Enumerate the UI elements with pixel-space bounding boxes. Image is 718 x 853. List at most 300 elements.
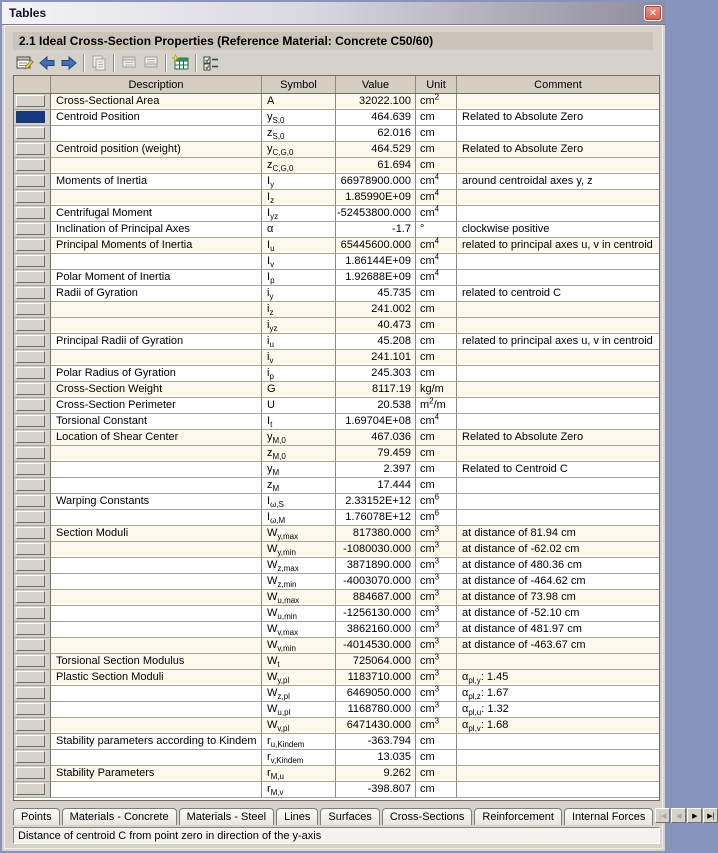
row-selector-button[interactable]	[16, 479, 45, 491]
row-comment[interactable]	[457, 158, 659, 174]
row-comment[interactable]	[457, 382, 659, 398]
table-properties-button[interactable]	[14, 53, 36, 73]
row-value[interactable]: -4014530.000	[336, 638, 416, 654]
row-unit[interactable]: cm	[416, 110, 457, 126]
row-comment[interactable]	[457, 126, 659, 142]
row-selector[interactable]	[14, 670, 51, 686]
row-unit[interactable]: $cm^2$	[416, 94, 457, 110]
row-description[interactable]: Cross-Section Weight	[51, 382, 262, 398]
row-selector[interactable]	[14, 174, 51, 190]
row-description[interactable]	[51, 350, 262, 366]
row-description[interactable]: Centrifugal Moment	[51, 206, 262, 222]
row-value[interactable]: 1183710.000	[336, 670, 416, 686]
row-symbol[interactable]: $y_M$	[262, 462, 336, 478]
row-description[interactable]: Cross-Sectional Area	[51, 94, 262, 110]
row-comment[interactable]	[457, 254, 659, 270]
row-selector-button[interactable]	[16, 527, 45, 539]
row-selector-button[interactable]	[16, 175, 45, 187]
tab-cross-sections[interactable]: Cross-Sections	[382, 808, 473, 825]
row-description[interactable]: Torsional Constant	[51, 414, 262, 430]
row-comment[interactable]	[457, 446, 659, 462]
row-comment[interactable]	[457, 414, 659, 430]
row-unit[interactable]: $cm^6$	[416, 510, 457, 526]
row-unit[interactable]: $cm^3$	[416, 638, 457, 654]
row-selector[interactable]	[14, 750, 51, 766]
row-value[interactable]: 13.035	[336, 750, 416, 766]
row-description[interactable]	[51, 686, 262, 702]
row-comment[interactable]: at distance of 480.36 cm	[457, 558, 659, 574]
row-selector-button[interactable]	[16, 351, 45, 363]
row-unit[interactable]: $cm^3$	[416, 542, 457, 558]
row-description[interactable]	[51, 606, 262, 622]
first-table-button[interactable]: |◀	[655, 808, 670, 823]
row-selector-button[interactable]	[16, 399, 45, 411]
row-selector[interactable]	[14, 270, 51, 286]
row-selector-button[interactable]	[16, 575, 45, 587]
row-comment[interactable]: at distance of -464.62 cm	[457, 574, 659, 590]
row-selector-button[interactable]	[16, 751, 45, 763]
row-comment[interactable]: $\alpha_{pl,y}$: 1.45	[457, 670, 659, 686]
row-symbol[interactable]: $W_{z,min}$	[262, 574, 336, 590]
row-symbol[interactable]: $i_p$	[262, 366, 336, 382]
row-value[interactable]: 1.69704E+08	[336, 414, 416, 430]
row-unit[interactable]: $cm^4$	[416, 190, 457, 206]
row-symbol[interactable]: $W_{y,max}$	[262, 526, 336, 542]
row-comment[interactable]: $\alpha_{pl,z}$: 1.67	[457, 686, 659, 702]
row-unit[interactable]: $cm^4$	[416, 238, 457, 254]
row-value[interactable]: -1080030.000	[336, 542, 416, 558]
row-value[interactable]: 725064.000	[336, 654, 416, 670]
row-comment[interactable]	[457, 750, 659, 766]
row-description[interactable]: Section Moduli	[51, 526, 262, 542]
row-selector-button[interactable]	[16, 671, 45, 683]
row-selector-button[interactable]	[16, 287, 45, 299]
row-selector-button[interactable]	[16, 431, 45, 443]
row-symbol[interactable]: $I_v$	[262, 254, 336, 270]
row-symbol[interactable]: $z_{S,0}$	[262, 126, 336, 142]
row-value[interactable]: 6471430.000	[336, 718, 416, 734]
row-symbol[interactable]: $W_{v,pl}$	[262, 718, 336, 734]
row-description[interactable]	[51, 478, 262, 494]
row-selector[interactable]	[14, 350, 51, 366]
row-page-down-button[interactable]	[140, 53, 162, 73]
row-description[interactable]	[51, 318, 262, 334]
row-symbol[interactable]: $r_{M,v}$	[262, 782, 336, 798]
row-unit[interactable]: cm	[416, 734, 457, 750]
row-selector[interactable]	[14, 494, 51, 510]
row-selector-button[interactable]	[16, 495, 45, 507]
row-comment[interactable]: at distance of 481.97 cm	[457, 622, 659, 638]
row-value[interactable]: 9.262	[336, 766, 416, 782]
row-symbol[interactable]: $W_{u,min}$	[262, 606, 336, 622]
row-value[interactable]: 3871890.000	[336, 558, 416, 574]
row-unit[interactable]: cm	[416, 750, 457, 766]
copy-button[interactable]	[88, 53, 110, 73]
row-symbol[interactable]: $W_{z,max}$	[262, 558, 336, 574]
row-selector-button[interactable]	[16, 591, 45, 603]
row-selector-button[interactable]	[16, 271, 45, 283]
row-comment[interactable]: Related to Absolute Zero	[457, 110, 659, 126]
row-symbol[interactable]: $r_{v,Kindem}$	[262, 750, 336, 766]
row-comment[interactable]: $\alpha_{pl,v}$: 1.68	[457, 718, 659, 734]
row-description[interactable]	[51, 558, 262, 574]
row-selector-button[interactable]	[16, 95, 45, 107]
row-unit[interactable]: $cm^3$	[416, 654, 457, 670]
row-description[interactable]	[51, 462, 262, 478]
row-comment[interactable]	[457, 190, 659, 206]
row-symbol[interactable]: $i_{yz}$	[262, 318, 336, 334]
row-selector[interactable]	[14, 206, 51, 222]
row-value[interactable]: 8117.19	[336, 382, 416, 398]
row-description[interactable]	[51, 622, 262, 638]
row-symbol[interactable]: $I_z$	[262, 190, 336, 206]
row-description[interactable]	[51, 542, 262, 558]
row-description[interactable]	[51, 302, 262, 318]
row-description[interactable]: Inclination of Principal Axes	[51, 222, 262, 238]
row-selector[interactable]	[14, 158, 51, 174]
row-unit[interactable]: $cm^4$	[416, 174, 457, 190]
row-symbol[interactable]: U	[262, 398, 336, 414]
row-selector-button[interactable]	[16, 783, 45, 795]
row-symbol[interactable]: $y_{M,0}$	[262, 430, 336, 446]
close-button[interactable]	[644, 5, 662, 21]
row-description[interactable]: Plastic Section Moduli	[51, 670, 262, 686]
row-comment[interactable]: around centroidal axes y, z	[457, 174, 659, 190]
row-selector[interactable]	[14, 542, 51, 558]
row-selector[interactable]	[14, 462, 51, 478]
row-selector[interactable]	[14, 334, 51, 350]
row-value[interactable]: 245.303	[336, 366, 416, 382]
row-symbol[interactable]: $I_t$	[262, 414, 336, 430]
row-selector-button[interactable]	[16, 367, 45, 379]
row-value[interactable]: 79.459	[336, 446, 416, 462]
row-description[interactable]	[51, 574, 262, 590]
row-selector[interactable]	[14, 558, 51, 574]
row-comment[interactable]: at distance of -52.10 cm	[457, 606, 659, 622]
row-selector-button[interactable]	[16, 767, 45, 779]
row-description[interactable]	[51, 718, 262, 734]
row-selector-button[interactable]	[16, 703, 45, 715]
row-comment[interactable]: $\alpha_{pl,u}$: 1.32	[457, 702, 659, 718]
row-value[interactable]: 45.208	[336, 334, 416, 350]
row-unit[interactable]: cm	[416, 766, 457, 782]
row-selector-button[interactable]	[16, 607, 45, 619]
row-value[interactable]: 884687.000	[336, 590, 416, 606]
row-description[interactable]: Radii of Gyration	[51, 286, 262, 302]
row-value[interactable]: -363.794	[336, 734, 416, 750]
row-description[interactable]: Stability Parameters	[51, 766, 262, 782]
row-selector[interactable]	[14, 398, 51, 414]
row-symbol[interactable]: $i_y$	[262, 286, 336, 302]
row-symbol[interactable]: $I_p$	[262, 270, 336, 286]
row-symbol[interactable]: $W_{y,pl}$	[262, 670, 336, 686]
row-selector-button-selected[interactable]	[16, 111, 45, 123]
row-description[interactable]: Polar Moment of Inertia	[51, 270, 262, 286]
tab-reinforcement[interactable]: Reinforcement	[474, 808, 562, 825]
row-comment[interactable]: related to centroid C	[457, 286, 659, 302]
last-table-button[interactable]: ▶|	[703, 808, 718, 823]
next-table-button[interactable]: ▶	[687, 808, 702, 823]
row-selector[interactable]	[14, 622, 51, 638]
row-comment[interactable]	[457, 302, 659, 318]
row-value[interactable]: 1168780.000	[336, 702, 416, 718]
row-selector-button[interactable]	[16, 559, 45, 571]
row-description[interactable]: Polar Radius of Gyration	[51, 366, 262, 382]
row-comment[interactable]: Related to Absolute Zero	[457, 430, 659, 446]
row-value[interactable]: -1256130.000	[336, 606, 416, 622]
row-unit[interactable]: °	[416, 222, 457, 238]
row-selector[interactable]	[14, 590, 51, 606]
row-description[interactable]: Centroid Position	[51, 110, 262, 126]
row-value[interactable]: 1.76078E+12	[336, 510, 416, 526]
row-unit[interactable]: $cm^3$	[416, 526, 457, 542]
row-comment[interactable]: related to principal axes u, v in centroid	[457, 238, 659, 254]
row-symbol[interactable]: $i_z$	[262, 302, 336, 318]
row-unit[interactable]: cm	[416, 430, 457, 446]
row-symbol[interactable]: α	[262, 222, 336, 238]
row-comment[interactable]: clockwise positive	[457, 222, 659, 238]
row-value[interactable]: 3862160.000	[336, 622, 416, 638]
row-selector[interactable]	[14, 430, 51, 446]
tab-materials-steel[interactable]: Materials - Steel	[179, 808, 274, 825]
row-selector[interactable]	[14, 382, 51, 398]
row-selector-button[interactable]	[16, 303, 45, 315]
row-symbol[interactable]: $z_M$	[262, 478, 336, 494]
row-comment[interactable]	[457, 494, 659, 510]
row-unit[interactable]: $cm^3$	[416, 670, 457, 686]
previous-table-button[interactable]	[36, 53, 58, 73]
row-selector[interactable]	[14, 574, 51, 590]
row-selector[interactable]	[14, 238, 51, 254]
row-description[interactable]	[51, 702, 262, 718]
row-description[interactable]	[51, 190, 262, 206]
row-selector[interactable]	[14, 606, 51, 622]
row-value[interactable]: 1.86144E+09	[336, 254, 416, 270]
row-value[interactable]: 241.101	[336, 350, 416, 366]
row-selector[interactable]	[14, 366, 51, 382]
row-description[interactable]	[51, 590, 262, 606]
row-selector-button[interactable]	[16, 239, 45, 251]
row-comment[interactable]	[457, 318, 659, 334]
row-selector-button[interactable]	[16, 735, 45, 747]
row-symbol[interactable]: $i_v$	[262, 350, 336, 366]
row-symbol[interactable]: $I_{\omega,M}$	[262, 510, 336, 526]
row-comment[interactable]: at distance of 73.98 cm	[457, 590, 659, 606]
row-selector-button[interactable]	[16, 639, 45, 651]
row-unit[interactable]: kg/m	[416, 382, 457, 398]
row-comment[interactable]: at distance of -463.67 cm	[457, 638, 659, 654]
row-symbol[interactable]: $W_{u,max}$	[262, 590, 336, 606]
row-selector[interactable]	[14, 414, 51, 430]
row-comment[interactable]	[457, 766, 659, 782]
row-selector[interactable]	[14, 142, 51, 158]
export-excel-button[interactable]	[170, 53, 192, 73]
row-selector-button[interactable]	[16, 719, 45, 731]
row-comment[interactable]	[457, 366, 659, 382]
row-value[interactable]: 467.036	[336, 430, 416, 446]
row-unit[interactable]: cm	[416, 350, 457, 366]
row-symbol[interactable]: $W_{v,min}$	[262, 638, 336, 654]
row-description[interactable]: Warping Constants	[51, 494, 262, 510]
row-description[interactable]: Torsional Section Modulus	[51, 654, 262, 670]
row-selector-button[interactable]	[16, 255, 45, 267]
row-selector[interactable]	[14, 318, 51, 334]
title-bar[interactable]	[2, 2, 665, 25]
row-comment[interactable]	[457, 654, 659, 670]
tab-internal-forces[interactable]: Internal Forces	[564, 808, 653, 825]
row-unit[interactable]: cm	[416, 462, 457, 478]
row-comment[interactable]: Related to Centroid C	[457, 462, 659, 478]
row-comment[interactable]	[457, 206, 659, 222]
row-symbol[interactable]: $i_u$	[262, 334, 336, 350]
tab-points[interactable]: Points	[13, 808, 60, 825]
row-unit[interactable]: $cm^4$	[416, 270, 457, 286]
row-unit[interactable]: $m^2/m$	[416, 398, 457, 414]
row-selector[interactable]	[14, 126, 51, 142]
row-selector[interactable]	[14, 110, 51, 126]
row-description[interactable]: Moments of Inertia	[51, 174, 262, 190]
row-value[interactable]: 61.694	[336, 158, 416, 174]
row-unit[interactable]: cm	[416, 302, 457, 318]
row-description[interactable]: Principal Moments of Inertia	[51, 238, 262, 254]
row-comment[interactable]: at distance of 81.94 cm	[457, 526, 659, 542]
row-unit[interactable]: $cm^3$	[416, 606, 457, 622]
row-unit[interactable]: $cm^3$	[416, 622, 457, 638]
row-description[interactable]	[51, 126, 262, 142]
row-unit[interactable]: cm	[416, 286, 457, 302]
row-description[interactable]: Stability parameters according to Kindem	[51, 734, 262, 750]
row-selector-button[interactable]	[16, 543, 45, 555]
row-value[interactable]: 32022.100	[336, 94, 416, 110]
row-symbol[interactable]: A	[262, 94, 336, 110]
row-comment[interactable]	[457, 94, 659, 110]
row-unit[interactable]: $cm^4$	[416, 206, 457, 222]
row-selector[interactable]	[14, 718, 51, 734]
row-unit[interactable]: $cm^3$	[416, 702, 457, 718]
row-unit[interactable]: cm	[416, 126, 457, 142]
row-selector[interactable]	[14, 638, 51, 654]
row-symbol[interactable]: $W_{y,min}$	[262, 542, 336, 558]
row-symbol[interactable]: $z_{M,0}$	[262, 446, 336, 462]
row-selector[interactable]	[14, 686, 51, 702]
row-unit[interactable]: cm	[416, 782, 457, 798]
row-unit[interactable]: cm	[416, 142, 457, 158]
row-selector-button[interactable]	[16, 127, 45, 139]
row-description[interactable]	[51, 750, 262, 766]
row-selector[interactable]	[14, 478, 51, 494]
row-selector[interactable]	[14, 254, 51, 270]
tab-materials-concrete[interactable]: Materials - Concrete	[62, 808, 177, 825]
next-table-button[interactable]	[58, 53, 80, 73]
row-selector[interactable]	[14, 446, 51, 462]
row-value[interactable]: -52453800.000	[336, 206, 416, 222]
row-value[interactable]: -4003070.000	[336, 574, 416, 590]
row-unit[interactable]: $cm^3$	[416, 718, 457, 734]
row-unit[interactable]: $cm^3$	[416, 574, 457, 590]
row-comment[interactable]	[457, 782, 659, 798]
row-unit[interactable]: cm	[416, 318, 457, 334]
row-unit[interactable]: $cm^4$	[416, 254, 457, 270]
display-options-button[interactable]	[200, 53, 222, 73]
row-unit[interactable]: cm	[416, 446, 457, 462]
row-value[interactable]: 40.473	[336, 318, 416, 334]
row-value[interactable]: 2.33152E+12	[336, 494, 416, 510]
row-symbol[interactable]: $I_{yz}$	[262, 206, 336, 222]
row-comment[interactable]: related to principal axes u, v in centroid	[457, 334, 659, 350]
row-comment[interactable]	[457, 350, 659, 366]
row-symbol[interactable]: $W_{z,pl}$	[262, 686, 336, 702]
row-value[interactable]: 464.639	[336, 110, 416, 126]
row-symbol[interactable]: $I_u$	[262, 238, 336, 254]
row-value[interactable]: 6469050.000	[336, 686, 416, 702]
row-value[interactable]: 17.444	[336, 478, 416, 494]
row-unit[interactable]: cm	[416, 334, 457, 350]
row-comment[interactable]: at distance of -62.02 cm	[457, 542, 659, 558]
row-selector-button[interactable]	[16, 223, 45, 235]
row-comment[interactable]	[457, 270, 659, 286]
row-selector[interactable]	[14, 190, 51, 206]
row-comment[interactable]	[457, 478, 659, 494]
row-value[interactable]: 464.529	[336, 142, 416, 158]
row-description[interactable]: Centroid position (weight)	[51, 142, 262, 158]
row-selector-button[interactable]	[16, 159, 45, 171]
row-unit[interactable]: cm	[416, 366, 457, 382]
row-value[interactable]: 45.735	[336, 286, 416, 302]
row-description[interactable]	[51, 782, 262, 798]
row-unit[interactable]: $cm^3$	[416, 590, 457, 606]
row-symbol[interactable]: $y_{S,0}$	[262, 110, 336, 126]
row-selector-button[interactable]	[16, 687, 45, 699]
row-description[interactable]	[51, 254, 262, 270]
row-selector[interactable]	[14, 222, 51, 238]
row-selector-button[interactable]	[16, 335, 45, 347]
row-value[interactable]: 2.397	[336, 462, 416, 478]
row-selector[interactable]	[14, 526, 51, 542]
row-unit[interactable]: cm	[416, 158, 457, 174]
row-selector-button[interactable]	[16, 319, 45, 331]
row-symbol[interactable]: $z_{C,G,0}$	[262, 158, 336, 174]
row-value[interactable]: 66978900.000	[336, 174, 416, 190]
row-symbol[interactable]: $y_{C,G,0}$	[262, 142, 336, 158]
row-selector-button[interactable]	[16, 511, 45, 523]
row-symbol[interactable]: $W_{v,max}$	[262, 622, 336, 638]
row-unit[interactable]: $cm^6$	[416, 494, 457, 510]
row-symbol[interactable]: $I_{\omega,S}$	[262, 494, 336, 510]
row-symbol[interactable]: $r_{u,Kindem}$	[262, 734, 336, 750]
previous-table-button[interactable]: ◀	[671, 808, 686, 823]
row-selector[interactable]	[14, 702, 51, 718]
row-comment[interactable]	[457, 398, 659, 414]
row-selector-button[interactable]	[16, 447, 45, 459]
row-selector-button[interactable]	[16, 143, 45, 155]
row-value[interactable]: -398.807	[336, 782, 416, 798]
row-symbol[interactable]: $r_{M,u}$	[262, 766, 336, 782]
row-symbol[interactable]: G	[262, 382, 336, 398]
row-selector[interactable]	[14, 766, 51, 782]
row-description[interactable]: Location of Shear Center	[51, 430, 262, 446]
row-description[interactable]	[51, 446, 262, 462]
tab-surfaces[interactable]: Surfaces	[320, 808, 379, 825]
row-unit[interactable]: cm	[416, 478, 457, 494]
row-unit[interactable]: $cm^3$	[416, 686, 457, 702]
row-unit[interactable]: $cm^3$	[416, 558, 457, 574]
row-description[interactable]: Principal Radii of Gyration	[51, 334, 262, 350]
row-symbol[interactable]: $W_{u,pl}$	[262, 702, 336, 718]
row-selector-button[interactable]	[16, 623, 45, 635]
row-value[interactable]: 241.002	[336, 302, 416, 318]
row-selector-button[interactable]	[16, 655, 45, 667]
row-comment[interactable]	[457, 510, 659, 526]
